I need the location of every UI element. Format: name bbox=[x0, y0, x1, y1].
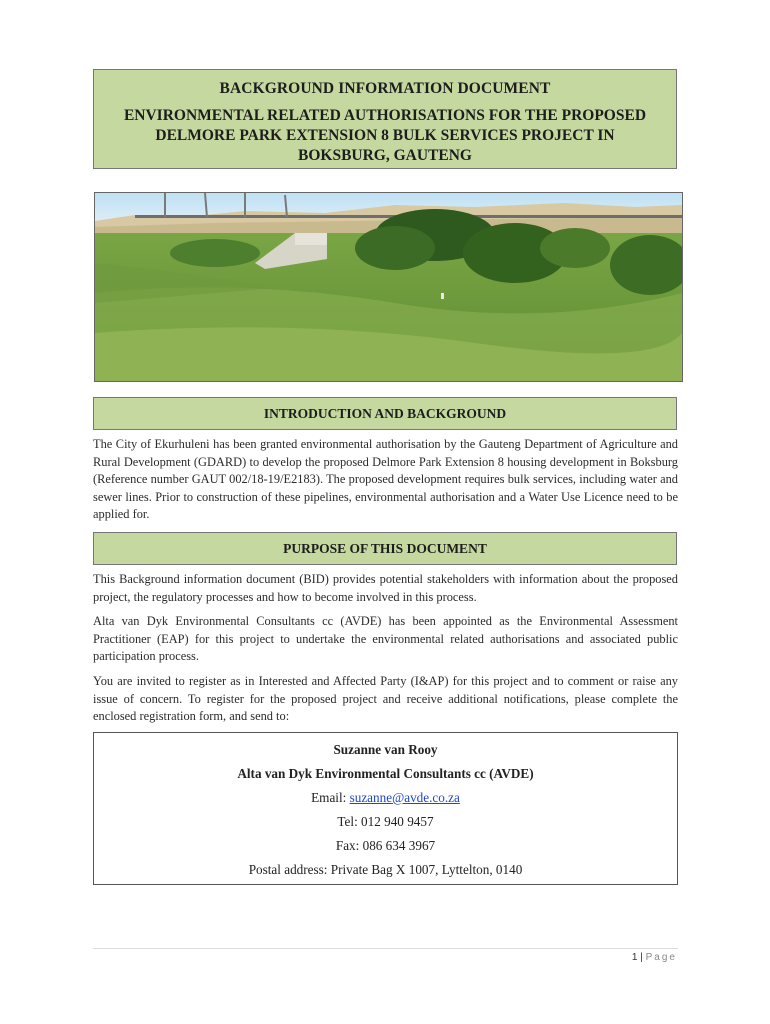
document-title: BACKGROUND INFORMATION DOCUMENT bbox=[219, 80, 551, 97]
section-heading-purpose: PURPOSE OF THIS DOCUMENT bbox=[93, 532, 677, 565]
contact-tel: Tel: 012 940 9457 bbox=[337, 814, 434, 829]
contact-name: Suzanne van Rooy bbox=[333, 742, 438, 757]
contact-postal-address: Postal address: Private Bag X 1007, Lyttelton, 0140 bbox=[248, 862, 523, 877]
contact-email-row bbox=[94, 786, 677, 810]
document-subtitle-line-2: DELMORE PARK EXTENSION 8 BULK SERVICES PROJECT IN bbox=[155, 127, 615, 144]
purpose-paragraph-2: Alta van Dyk Environmental Consultants cc (AVDE) has been appointed as the Environmental Assessment Practitioner (EAP) for this project to undertake the environmental related authorisations and associated public participation process. bbox=[93, 614, 678, 664]
page-word: Page bbox=[645, 952, 677, 963]
document-title-box bbox=[93, 69, 677, 169]
document-subtitle-line-3: BOKSBURG, GAUTENG bbox=[298, 147, 472, 164]
contact-email-link[interactable]: suzanne@avde.co.za bbox=[349, 790, 460, 805]
page-number: 1 bbox=[631, 952, 638, 963]
footer-divider bbox=[93, 948, 678, 949]
section-heading-introduction: INTRODUCTION AND BACKGROUND bbox=[93, 397, 677, 430]
contact-fax: Fax: 086 634 3967 bbox=[335, 838, 436, 853]
contact-email-label: Email: bbox=[311, 790, 350, 805]
purpose-paragraph-3: You are invited to register as in Interested and Affected Party (I&AP) for this project and to comment or raise any issue of concern. To register for the proposed project and receive additional notifications, please complete the enclosed registration form, and send to: bbox=[93, 674, 678, 724]
landscape-photo bbox=[94, 192, 683, 382]
page-footer bbox=[632, 952, 677, 963]
contact-company: Alta van Dyk Environmental Consultants cc (AVDE) bbox=[237, 766, 534, 781]
purpose-paragraph-1: This Background information document (BID) provides potential stakeholders with information about the proposed project, the regulatory processes and how to become involved in this process. bbox=[93, 572, 678, 604]
document-subtitle-line-1: ENVIRONMENTAL RELATED AUTHORISATIONS FOR THE PROPOSED bbox=[123, 107, 647, 124]
introduction-paragraph: The City of Ekurhuleni has been granted environmental authorisation by the Gauteng Department of Agriculture and Rural Development (GDARD) to develop the proposed Delmore Park Extension 8 housing development in Boksburg (Reference number GAUT 002/18-19/E2183). The proposed development requires bulk services, including water and sewer lines. Prior to construction of these pipelines, environmental authorisation and a Water Use Licence need to be applied for. bbox=[93, 437, 678, 522]
contact-box bbox=[93, 732, 678, 885]
page-separator: | bbox=[637, 952, 646, 963]
